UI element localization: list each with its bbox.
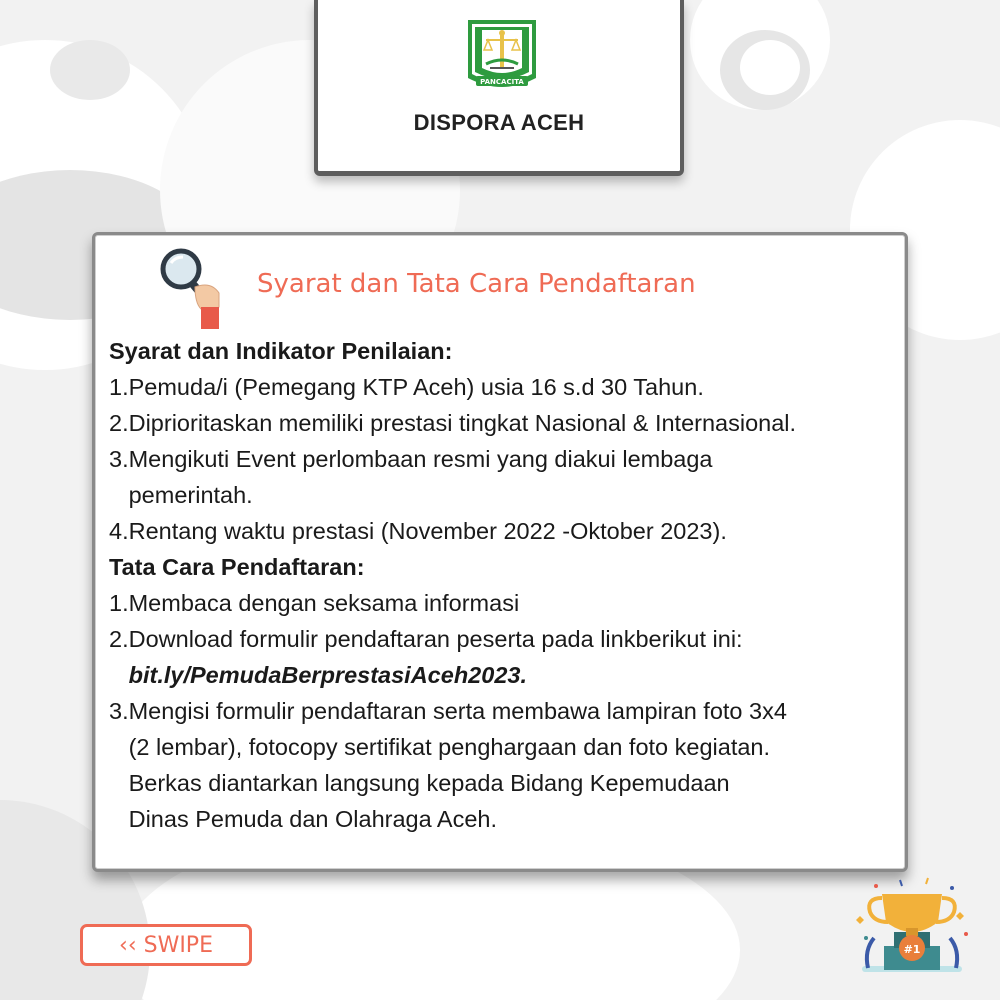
list-item-text [129, 693, 891, 837]
list-item [109, 441, 891, 513]
list-item-text [129, 369, 891, 405]
swipe-button[interactable]: ‹‹ SWIPE [80, 924, 252, 966]
list-item-line: Dinas Pemuda dan Olahraga Aceh. [128, 806, 498, 832]
list-item-line: (2 lembar), fotocopy sertifikat penghargaan dan foto kegiatan. [128, 734, 771, 760]
procedure-heading: Tata Cara Pendaftaran: [109, 554, 365, 580]
list-item-line: Download formulir pendaftaran peserta pada linkberikut ini: [128, 626, 743, 652]
emblem-label: PANCACITA [480, 78, 524, 86]
header-card [314, 0, 684, 176]
list-item-line: Membaca dengan seksama informasi [128, 590, 520, 616]
list-item-text [129, 513, 891, 549]
list-item-number: 3. [109, 446, 129, 472]
list-item-number: 4. [109, 518, 129, 544]
list-item-text [129, 585, 891, 621]
brand-title: DISPORA ACEH [413, 110, 585, 135]
list-item [109, 621, 891, 693]
list-item-number: 1. [109, 590, 129, 616]
magnifier-hand-icon [157, 247, 227, 329]
requirements-list [109, 369, 891, 549]
requirements-heading: Syarat dan Indikator Penilaian: [109, 338, 453, 364]
pancacita-emblem [466, 16, 538, 98]
list-item-text [129, 621, 891, 693]
list-item [109, 585, 891, 621]
background-circle [740, 40, 800, 95]
procedure-list [109, 585, 891, 837]
list-item-text [129, 405, 891, 441]
list-item-line: Rentang waktu prestasi (November 2022 -Oktober 2023). [128, 518, 727, 544]
list-item [109, 513, 891, 549]
list-item-line: Diprioritaskan memiliki prestasi tingkat Nasional & Internasional. [128, 410, 797, 436]
trophy-badge: #1 [903, 943, 921, 956]
list-item-line: Mengikuti Event perlombaan resmi yang diakui lembaga [128, 446, 713, 472]
list-item-line: pemerintah. [128, 482, 253, 508]
list-item [109, 369, 891, 405]
list-item-number: 2. [109, 410, 129, 436]
list-item-number: 3. [109, 698, 129, 724]
list-item-number: 1. [109, 374, 129, 400]
list-item [109, 405, 891, 441]
background-circle [50, 40, 130, 100]
card-content [109, 333, 891, 837]
list-item-line: Berkas diantarkan langsung kepada Bidang Kepemudaan [128, 770, 730, 796]
registration-link[interactable]: bit.ly/PemudaBerprestasiAceh2023. [128, 662, 527, 688]
list-item-number: 2. [109, 626, 129, 652]
trophy-icon [848, 872, 978, 990]
list-item-line: Mengisi formulir pendaftaran serta membawa lampiran foto 3x4 [128, 698, 787, 724]
list-item-line: Pemuda/i (Pemegang KTP Aceh) usia 16 s.d 30 Tahun. [128, 374, 704, 400]
list-item [109, 693, 891, 837]
card-title: Syarat dan Tata Cara Pendaftaran [257, 269, 696, 299]
info-card [92, 232, 908, 872]
list-item-text [129, 441, 891, 513]
